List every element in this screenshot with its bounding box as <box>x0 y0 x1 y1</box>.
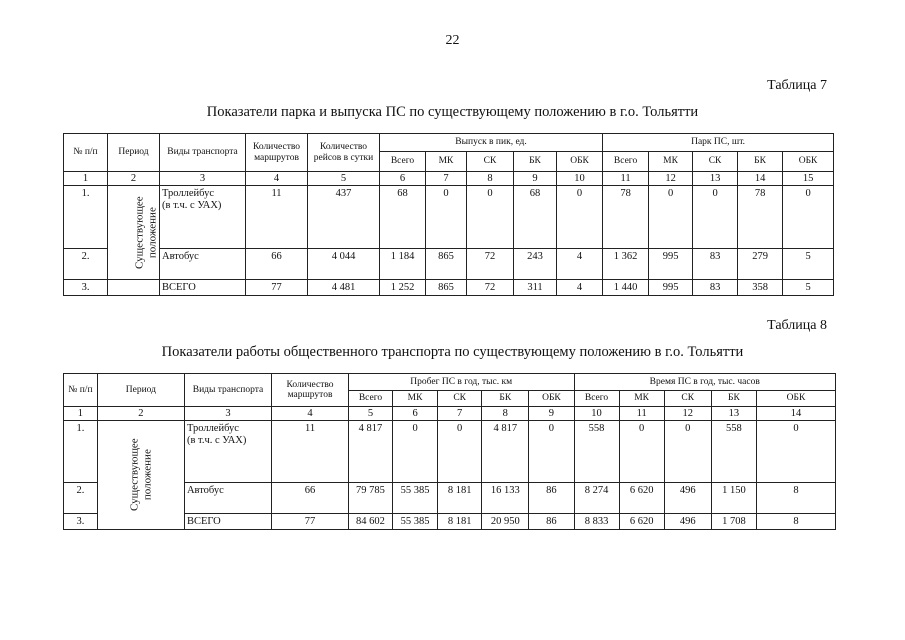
t7-header-park: Парк ПС, шт. <box>603 134 834 152</box>
t8-time-cell: 496 <box>664 514 711 530</box>
t7-park-cell: 279 <box>738 249 783 280</box>
t8-time-cell: 558 <box>574 421 619 483</box>
t7-routes: 77 <box>246 280 308 296</box>
t8-mileage-cell: 84 602 <box>348 514 392 530</box>
t8-colnum: 12 <box>664 407 711 421</box>
t7-park-cell: 78 <box>603 186 649 249</box>
t7-kind-name: Автобус <box>160 249 246 280</box>
t7-sub-header: ОБК <box>783 152 834 172</box>
table8 <box>63 373 836 530</box>
t8-period-cell <box>97 421 184 530</box>
t7-colnum: 8 <box>467 172 514 186</box>
t7-release-cell: 0 <box>426 186 467 249</box>
t7-colnum: 3 <box>160 172 246 186</box>
t8-mileage-cell: 20 950 <box>482 514 529 530</box>
t7-period-cell <box>108 186 160 280</box>
t7-colnum: 14 <box>738 172 783 186</box>
t8-sub-header: СК <box>664 391 711 407</box>
t7-kind-note: (в т.ч. с УАХ) <box>162 199 222 211</box>
t7-sub-header: ОБК <box>557 152 603 172</box>
t8-colnum: 9 <box>529 407 574 421</box>
t7-colnum: 7 <box>426 172 467 186</box>
t8-kind-name: Автобус <box>184 483 271 514</box>
t8-mileage-cell: 0 <box>393 421 438 483</box>
t8-colnum: 13 <box>711 407 756 421</box>
t7-header-kinds: Виды транспорта <box>160 134 246 172</box>
t8-mileage-cell: 8 181 <box>438 483 482 514</box>
t8-sub-header: МК <box>393 391 438 407</box>
t7-colnum: 9 <box>514 172 557 186</box>
t8-time-cell: 8 <box>756 514 835 530</box>
t7-header-routes: Количество маршрутов <box>246 134 308 172</box>
t8-row-num: 1. <box>64 421 98 483</box>
t8-time-cell: 8 274 <box>574 483 619 514</box>
t8-colnum: 14 <box>756 407 835 421</box>
t8-time-cell: 1 708 <box>711 514 756 530</box>
t7-column-numbers <box>64 172 834 186</box>
t8-time-cell: 6 620 <box>619 483 664 514</box>
t7-colnum: 5 <box>308 172 380 186</box>
t8-mileage-cell: 0 <box>529 421 574 483</box>
t8-sub-header: ОБК <box>756 391 835 407</box>
t8-sub-header: МК <box>619 391 664 407</box>
t8-time-cell: 0 <box>619 421 664 483</box>
t7-colnum: 2 <box>108 172 160 186</box>
t7-release-cell: 68 <box>380 186 426 249</box>
t8-time-cell: 0 <box>664 421 711 483</box>
t7-sub-header: БК <box>514 152 557 172</box>
t7-header-trips: Количество рейсов в сутки <box>308 134 380 172</box>
t8-mileage-cell: 8 181 <box>438 514 482 530</box>
t7-park-cell: 78 <box>738 186 783 249</box>
table8-title: Показатели работы общественного транспорта по существующему положению в г.о. Тольятти <box>161 344 744 360</box>
t8-colnum: 3 <box>184 407 271 421</box>
t8-mileage-cell: 16 133 <box>482 483 529 514</box>
t8-mileage-cell: 4 817 <box>482 421 529 483</box>
t8-header-num: № п/п <box>64 374 98 407</box>
t8-mileage-cell: 55 385 <box>393 514 438 530</box>
t7-park-cell: 995 <box>649 280 693 296</box>
t8-kind-note: (в т.ч. с УАХ) <box>186 434 247 446</box>
t7-colnum: 10 <box>557 172 603 186</box>
table-row <box>64 249 834 280</box>
t8-header-kinds: Виды транспорта <box>184 374 271 407</box>
t8-header-time: Время ПС в год, тыс. часов <box>574 374 836 391</box>
t7-park-cell: 0 <box>693 186 738 249</box>
t7-sub-header: Всего <box>603 152 649 172</box>
t8-kind-name: Троллейбус <box>186 423 239 434</box>
t8-sub-header: БК <box>482 391 529 407</box>
t7-trips: 4 044 <box>308 249 380 280</box>
t7-colnum: 6 <box>380 172 426 186</box>
t7-park-cell: 1 440 <box>603 280 649 296</box>
t7-release-cell: 243 <box>514 249 557 280</box>
t8-mileage-cell: 0 <box>438 421 482 483</box>
page-number: 22 <box>445 33 460 48</box>
t8-mileage-cell: 86 <box>529 483 574 514</box>
table7-title: Показатели парка и выпуска ПС по существующему положению в г.о. Тольятти <box>206 104 699 120</box>
t8-time-cell: 8 <box>756 483 835 514</box>
t7-sub-header: СК <box>693 152 738 172</box>
t7-sub-header: СК <box>467 152 514 172</box>
t7-header-period: Период <box>108 134 160 172</box>
t7-sub-header: МК <box>426 152 467 172</box>
t7-routes: 11 <box>246 186 308 249</box>
t7-header-release: Выпуск в пик, ед. <box>380 134 603 152</box>
t7-release-cell: 4 <box>557 280 603 296</box>
t7-park-cell: 358 <box>738 280 783 296</box>
t8-colnum: 1 <box>64 407 98 421</box>
t7-colnum: 13 <box>693 172 738 186</box>
t7-sub-header: Всего <box>380 152 426 172</box>
t7-release-cell: 0 <box>467 186 514 249</box>
t8-mileage-cell: 55 385 <box>393 483 438 514</box>
t8-colnum: 10 <box>574 407 619 421</box>
t8-mileage-cell: 4 817 <box>348 421 392 483</box>
t8-kind-cell <box>184 421 271 483</box>
t7-routes: 66 <box>246 249 308 280</box>
t7-kind-cell <box>160 186 246 249</box>
t8-time-cell: 6 620 <box>619 514 664 530</box>
t7-row-num: 1. <box>64 186 108 249</box>
t7-release-cell: 0 <box>557 186 603 249</box>
t8-time-cell: 558 <box>711 421 756 483</box>
t7-kind-name: ВСЕГО <box>160 280 246 296</box>
t8-column-numbers <box>64 407 836 421</box>
t7-release-cell: 68 <box>514 186 557 249</box>
t7-header-num: № п/п <box>64 134 108 172</box>
t8-time-cell: 1 150 <box>711 483 756 514</box>
t7-park-cell: 5 <box>783 249 834 280</box>
t7-park-cell: 1 362 <box>603 249 649 280</box>
table8-label: Таблица 8 <box>767 318 827 333</box>
t8-colnum: 8 <box>482 407 529 421</box>
t7-release-cell: 72 <box>467 280 514 296</box>
t7-period-label: Существующее положение <box>133 196 159 269</box>
table-row <box>64 186 834 249</box>
t7-release-cell: 4 <box>557 249 603 280</box>
t8-colnum: 6 <box>393 407 438 421</box>
t8-kind-name: ВСЕГО <box>184 514 271 530</box>
t7-period-empty <box>108 280 160 296</box>
t7-park-cell: 0 <box>649 186 693 249</box>
t7-release-cell: 72 <box>467 249 514 280</box>
t8-sub-header: Всего <box>348 391 392 407</box>
t7-trips: 437 <box>308 186 380 249</box>
t8-row-num: 3. <box>64 514 98 530</box>
t7-release-cell: 865 <box>426 249 467 280</box>
t7-row-num: 2. <box>64 249 108 280</box>
t8-time-cell: 0 <box>756 421 835 483</box>
t7-trips: 4 481 <box>308 280 380 296</box>
t7-kind-name: Троллейбус <box>162 188 214 199</box>
table7 <box>63 133 834 296</box>
t8-header-routes: Количество маршрутов <box>272 374 349 407</box>
t7-colnum: 12 <box>649 172 693 186</box>
t8-colnum: 4 <box>272 407 349 421</box>
t8-sub-header: СК <box>438 391 482 407</box>
t8-time-cell: 8 833 <box>574 514 619 530</box>
t7-sub-header: БК <box>738 152 783 172</box>
t7-colnum: 4 <box>246 172 308 186</box>
t8-mileage-cell: 86 <box>529 514 574 530</box>
t7-release-cell: 865 <box>426 280 467 296</box>
t7-park-cell: 83 <box>693 249 738 280</box>
t7-sub-header: МК <box>649 152 693 172</box>
t7-colnum: 11 <box>603 172 649 186</box>
t8-colnum: 7 <box>438 407 482 421</box>
t7-park-cell: 83 <box>693 280 738 296</box>
t8-sub-header: Всего <box>574 391 619 407</box>
table-row <box>64 421 836 483</box>
t7-release-cell: 1 252 <box>380 280 426 296</box>
t8-header-period: Период <box>97 374 184 407</box>
t8-sub-header: ОБК <box>529 391 574 407</box>
t8-time-cell: 496 <box>664 483 711 514</box>
t7-colnum: 1 <box>64 172 108 186</box>
t8-colnum: 5 <box>348 407 392 421</box>
t7-release-cell: 311 <box>514 280 557 296</box>
t8-mileage-cell: 79 785 <box>348 483 392 514</box>
table-row <box>64 280 834 296</box>
t8-sub-header: БК <box>711 391 756 407</box>
t7-release-cell: 1 184 <box>380 249 426 280</box>
t7-park-cell: 995 <box>649 249 693 280</box>
t7-park-cell: 0 <box>783 186 834 249</box>
t8-colnum: 11 <box>619 407 664 421</box>
t7-colnum: 15 <box>783 172 834 186</box>
t7-park-cell: 5 <box>783 280 834 296</box>
t8-row-num: 2. <box>64 483 98 514</box>
t7-row-num: 3. <box>64 280 108 296</box>
t8-period-label: Существующее положение <box>128 438 153 512</box>
t8-colnum: 2 <box>97 407 184 421</box>
t8-routes: 66 <box>272 483 349 514</box>
t8-header-mileage: Пробег ПС в год, тыс. км <box>348 374 574 391</box>
t8-routes: 77 <box>272 514 349 530</box>
table7-label: Таблица 7 <box>767 78 827 93</box>
t8-routes: 11 <box>272 421 349 483</box>
